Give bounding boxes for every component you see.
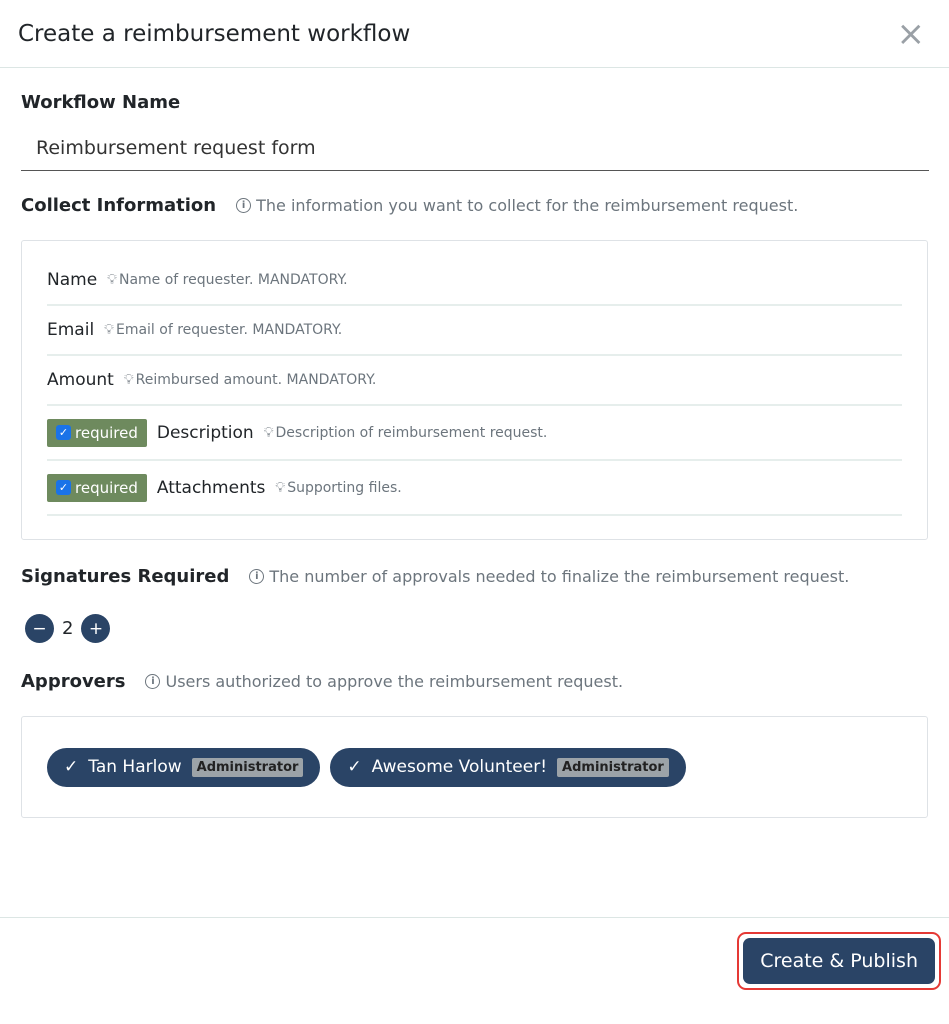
required-toggle[interactable] xyxy=(47,474,147,502)
collect-info-label: Collect Information xyxy=(21,195,217,216)
close-icon[interactable]: × xyxy=(896,13,925,54)
checkbox-checked-icon[interactable]: ✓ xyxy=(56,425,71,440)
field-name: Description xyxy=(156,422,254,443)
role-badge: Administrator xyxy=(192,758,304,777)
approver-chip[interactable] xyxy=(330,748,685,787)
checkbox-checked-icon[interactable]: ✓ xyxy=(56,480,71,495)
field-hint: Name of requester. MANDATORY. xyxy=(118,272,348,288)
field-row xyxy=(47,461,902,516)
collect-info-hint: The information you want to collect for the reimbursement request. xyxy=(256,196,799,215)
signatures-hint: The number of approvals needed to finalize the reimbursement request. xyxy=(269,567,850,586)
check-icon: ✓ xyxy=(347,757,362,777)
lightbulb-icon: 💡︎ xyxy=(275,479,286,496)
field-hint: Description of reimbursement request. xyxy=(275,424,548,441)
approvers-list xyxy=(21,716,928,818)
workflow-name-label: Workflow Name xyxy=(21,92,181,113)
approvers-label: Approvers xyxy=(21,671,126,692)
signatures-value: 2 xyxy=(62,618,74,639)
info-icon: i xyxy=(145,674,160,689)
dialog-title: Create a reimbursement workflow xyxy=(18,20,411,47)
info-icon: i xyxy=(249,569,264,584)
signatures-stepper xyxy=(25,614,928,643)
create-publish-button[interactable]: Create & Publish xyxy=(743,938,935,984)
required-toggle[interactable] xyxy=(47,419,147,447)
field-hint: Email of requester. MANDATORY. xyxy=(115,322,343,338)
field-name: Email xyxy=(47,320,95,340)
dialog-footer xyxy=(0,917,949,1024)
workflow-name-input[interactable] xyxy=(21,131,929,171)
approvers-hint: Users authorized to approve the reimbursement request. xyxy=(165,672,624,691)
lightbulb-icon: 💡︎ xyxy=(263,424,274,441)
field-row xyxy=(47,306,902,356)
lightbulb-icon: 💡︎ xyxy=(104,322,114,338)
field-row xyxy=(47,256,902,306)
field-hint: Supporting files. xyxy=(287,479,402,496)
field-hint: Reimbursed amount. MANDATORY. xyxy=(135,372,377,388)
field-row xyxy=(47,406,902,461)
required-label: required xyxy=(75,423,138,442)
approver-chip[interactable] xyxy=(47,748,320,787)
signatures-label: Signatures Required xyxy=(21,566,230,587)
approver-name: Tan Harlow xyxy=(88,757,182,777)
increment-button[interactable]: + xyxy=(81,614,110,643)
check-icon: ✓ xyxy=(64,757,79,777)
lightbulb-icon: 💡︎ xyxy=(123,372,134,388)
field-name: Name xyxy=(47,270,98,290)
dialog-header xyxy=(0,0,949,68)
info-icon: i xyxy=(236,198,251,213)
lightbulb-icon: 💡︎ xyxy=(107,272,117,288)
approver-name: Awesome Volunteer! xyxy=(371,757,548,777)
field-row xyxy=(47,356,902,406)
field-name: Amount xyxy=(47,370,114,390)
role-badge: Administrator xyxy=(557,758,669,777)
highlight-frame xyxy=(737,932,941,990)
decrement-button[interactable]: − xyxy=(25,614,54,643)
fields-list xyxy=(21,240,928,540)
required-label: required xyxy=(75,478,138,497)
field-name: Attachments xyxy=(156,477,266,498)
